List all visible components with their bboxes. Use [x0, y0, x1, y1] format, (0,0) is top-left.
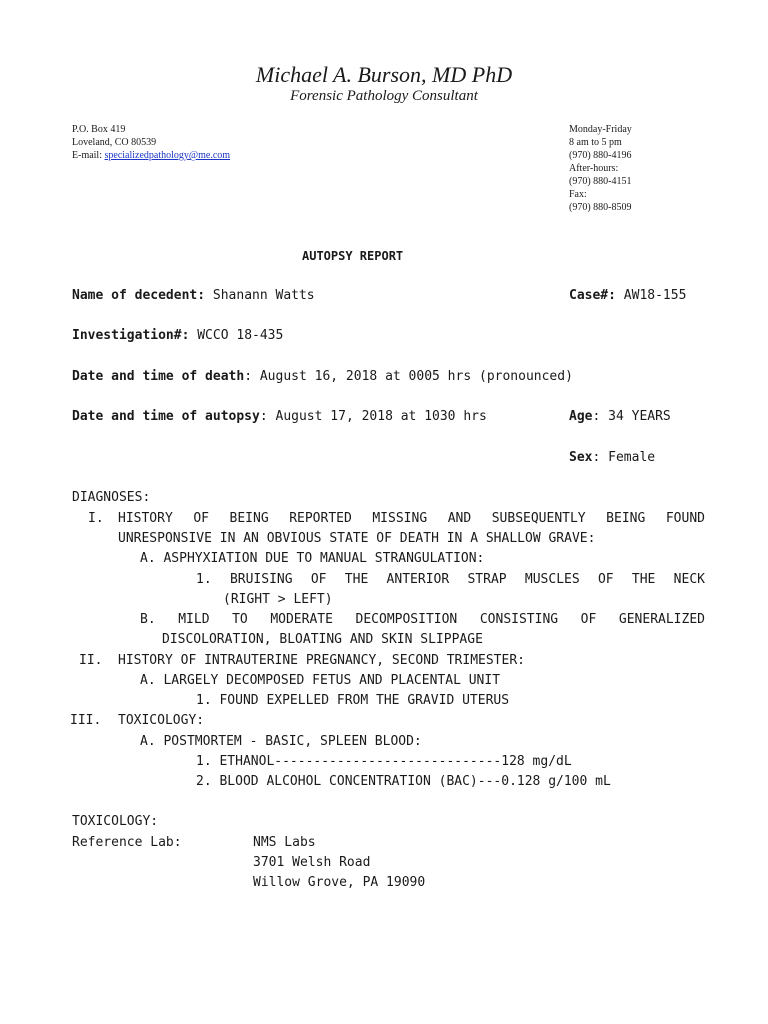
- decedent-value: Shanann Watts: [212, 288, 315, 303]
- decedent-label: Name of decedent: [72, 288, 198, 303]
- diagnoses-heading: DIAGNOSES:: [72, 490, 151, 505]
- diagnosis-i-b-line1: B. MILD TO MODERATE DECOMPOSITION CONSISTING OF GENERALIZED: [140, 612, 705, 627]
- contact-block-left: [72, 123, 230, 162]
- diagnosis-ii-a-1: 1. FOUND EXPELLED FROM THE GRAVID UTERUS: [196, 693, 510, 708]
- lab-city: Willow Grove, PA 19090: [253, 875, 426, 890]
- diagnosis-i-a-1-line1: 1. BRUISING OF THE ANTERIOR STRAP MUSCLES OF THE NECK: [196, 572, 705, 587]
- sex-value: Female: [608, 450, 656, 465]
- diagnosis-iii-a-2: 2. BLOOD ALCOHOL CONCENTRATION (BAC)---0.128 g/100 mL: [196, 774, 611, 789]
- diagnosis-i-a: A. ASPHYXIATION DUE TO MANUAL STRANGULATION:: [140, 551, 485, 566]
- death-label: Date and time of death: [72, 369, 245, 384]
- autopsy-row: Date and time of autopsy: August 17, 2018 at 1030 hrs: [72, 409, 487, 424]
- case-row: Case#: AW18-155: [569, 288, 687, 303]
- diagnosis-iii-a-1: 1. ETHANOL-----------------------------128 mg/dL: [196, 754, 572, 769]
- investigation-label: Investigation#: [72, 328, 182, 343]
- autopsy-label: Date and time of autopsy: [72, 409, 260, 424]
- hours-label: Monday-Friday: [569, 124, 632, 135]
- death-value: August 16, 2018 at 0005 hrs (pronounced): [259, 369, 573, 384]
- diagnosis-i-b-line2: DISCOLORATION, BLOATING AND SKIN SLIPPAGE: [162, 632, 483, 647]
- autopsy-value: August 17, 2018 at 1030 hrs: [275, 409, 487, 424]
- city-line: Loveland, CO 80539: [72, 137, 157, 148]
- phone: (970) 880-4196: [569, 150, 632, 161]
- diagnosis-ii-line: HISTORY OF INTRAUTERINE PREGNANCY, SECOND TRIMESTER:: [118, 653, 525, 668]
- age-value: 34 YEARS: [608, 409, 671, 424]
- contact-block-right: [569, 123, 632, 214]
- lab-name: NMS Labs: [253, 835, 316, 850]
- hours: 8 am to 5 pm: [569, 137, 622, 148]
- report-title: AUTOPSY REPORT: [302, 249, 404, 263]
- after-hours-phone: (970) 880-4151: [569, 176, 632, 187]
- diagnosis-i-number: I.: [88, 511, 104, 526]
- fax-number: (970) 880-8509: [569, 202, 632, 213]
- investigation-value: WCCO 18-435: [197, 328, 284, 343]
- email-link[interactable]: specializedpathology@me.com: [104, 150, 231, 161]
- diagnosis-iii-line: TOXICOLOGY:: [118, 713, 205, 728]
- email-line: [72, 149, 230, 162]
- diagnosis-ii-a: A. LARGELY DECOMPOSED FETUS AND PLACENTAL UNIT: [140, 673, 501, 688]
- investigation-row: Investigation#: WCCO 18-435: [72, 328, 284, 343]
- diagnosis-ii-number: II.: [79, 653, 103, 668]
- case-label: Case#: [569, 288, 609, 303]
- case-value: AW18-155: [623, 288, 687, 303]
- po-box: P.O. Box 419: [72, 124, 126, 135]
- after-hours-label: After-hours:: [569, 163, 619, 174]
- age-label: Age: [569, 409, 593, 424]
- diagnosis-i-line2: UNRESPONSIVE IN AN OBVIOUS STATE OF DEATH IN A SHALLOW GRAVE:: [118, 531, 596, 546]
- sex-label: Sex: [569, 450, 593, 465]
- diagnosis-i-a-1-line2: (RIGHT > LEFT): [223, 592, 333, 607]
- diagnosis-iii-a: A. POSTMORTEM - BASIC, SPLEEN BLOOD:: [140, 734, 422, 749]
- age-row: Age: 34 YEARS: [569, 409, 671, 424]
- lab-street: 3701 Welsh Road: [253, 855, 371, 870]
- physician-name: Michael A. Burson, MD PhD: [255, 62, 513, 87]
- email-label: E-mail:: [72, 150, 105, 161]
- decedent-row: Name of decedent: Shanann Watts: [72, 288, 315, 303]
- fax-label: Fax:: [569, 189, 587, 200]
- reference-lab-label: Reference Lab:: [72, 835, 182, 850]
- death-row: Date and time of death: August 16, 2018 at 0005 hrs (pronounced): [72, 369, 573, 384]
- sex-row: Sex: Female: [569, 450, 656, 465]
- diagnosis-i-line1: HISTORY OF BEING REPORTED MISSING AND SUBSEQUENTLY BEING FOUND: [118, 511, 705, 526]
- physician-title: Forensic Pathology Consultant: [290, 88, 478, 104]
- diagnosis-iii-number: III.: [70, 713, 102, 728]
- toxicology-heading: TOXICOLOGY:: [72, 814, 159, 829]
